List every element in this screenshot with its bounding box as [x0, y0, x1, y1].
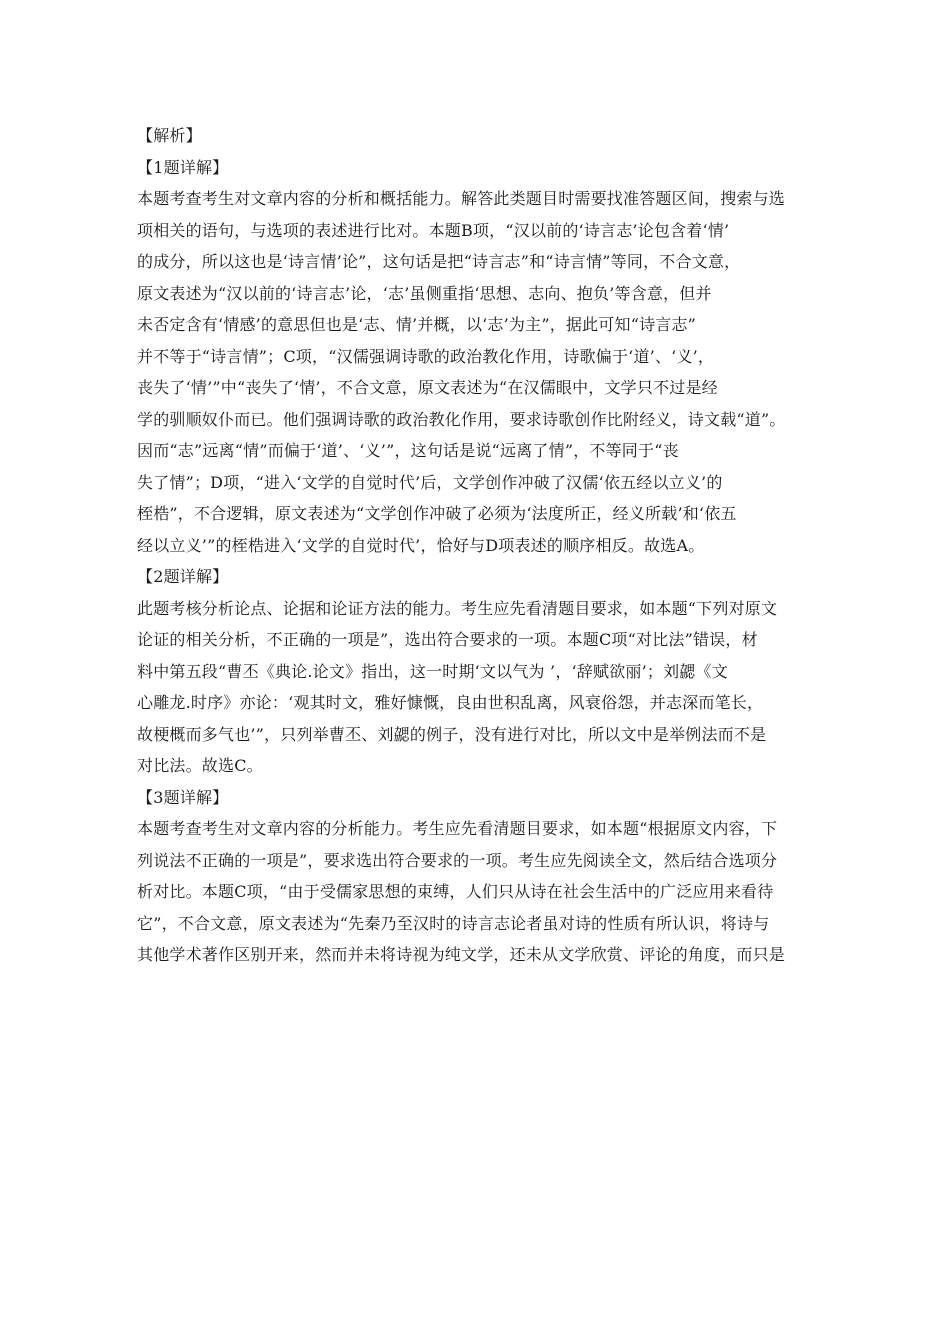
paragraph-line: 论证的相关分析，不正确的一项是”，选出符合要求的一项。本题C项“对比法”错误，材	[137, 630, 758, 649]
paragraph-line: 失了情”；D项，“进入‘文学的自觉时代’后，文学创作冲破了汉儒‘依五经以立义’的	[137, 472, 723, 492]
question-1-heading: 【1题详解】	[137, 157, 229, 177]
document-body	[137, 120, 827, 971]
paragraph-line: 料中第五段“曹丕《典论.论文》指出，这一时期‘文以气为 ’，‘辞赋欲丽’；刘勰《文	[137, 661, 728, 681]
paragraph-line: 因而“志”远离“情”而偏于‘道’、‘义’”，这句话是说“远离了情”，不等同于“丧	[137, 441, 679, 460]
section-heading-analysis: 【解析】	[137, 126, 202, 145]
question-2-heading: 【2题详解】	[137, 567, 229, 586]
paragraph-line: 学的驯顺奴仆而已。他们强调诗歌的政治教化作用，要求诗歌创作比附经义，诗文载“道”。	[137, 409, 786, 429]
paragraph-line: 列说法不正确的一项是”，要求选出符合要求的一项。考生应先阅读全文，然后结合选项分	[137, 850, 778, 870]
paragraph-line: 未否定含有‘情感’的意思但也是‘志、情’并概，以‘志’为主”，据此可知“诗言志”	[137, 315, 697, 334]
paragraph-line: 经以立义’”的桎梏进入‘文学的自觉时代’，恰好与D项表述的顺序相反。故选A。	[137, 535, 705, 555]
paragraph-line: 丧失了‘情’”中“丧失了‘情’，不合文意，原文表述为“在汉儒眼中，文学只不过是经	[137, 378, 718, 397]
paragraph-line: 故梗概而多气也’”，只列举曹丕、刘勰的例子，没有进行对比，所以文中是举例法而不是	[137, 724, 767, 744]
paragraph-line: 对比法。故选C。	[137, 756, 263, 775]
paragraph-line: 心雕龙.时序》亦论：‘观其时文，雅好慷慨，良由世积乱离，风衰俗怨，并志深而笔长，	[137, 693, 764, 712]
paragraph-line: 本题考查考生对文章内容的分析和概括能力。解答此类题目时需要找准答题区间，搜索与选	[137, 189, 786, 208]
paragraph-line: 的成分，所以这也是‘诗言情’论”，这句话是把“诗言志”和“诗言情”等同，不合文意，	[137, 252, 741, 271]
paragraph-line: 析对比。本题C项，“由于受儒家思想的束缚，人们只从诗在社会生活中的广泛应用来看待	[137, 882, 774, 901]
paragraph-line: 原文表述为“汉以前的‘诗言志’论，‘志’虽侧重指‘思想、志向、抱负’等含意，但并	[137, 283, 712, 303]
paragraph-line: 项相关的语句，与选项的表述进行比对。本题B项，“汉以前的‘诗言志’论包含着‘情’	[137, 220, 730, 240]
paragraph-line: 桎梏”，不合逻辑，原文表述为“文学创作冲破了必须为‘法度所正，经义所载’和‘依五	[137, 504, 737, 523]
paragraph-line: 其他学术著作区别开来，然而并未将诗视为纯文学，还未从文学欣赏、评论的角度，而只是	[137, 945, 786, 964]
paragraph-line: 它”，不合文意，原文表述为“先秦乃至汉时的诗言志论者虽对诗的性质有所认识，将诗与	[137, 913, 770, 933]
paragraph-line: 此题考核分析论点、论据和论证方法的能力。考生应先看清题目要求，如本题“下列对原文	[137, 598, 778, 618]
paragraph-line: 本题考查考生对文章内容的分析能力。考生应先看清题目要求，如本题“根据原文内容，下	[137, 819, 778, 838]
question-3-heading: 【3题详解】	[137, 787, 229, 807]
paragraph-line: 并不等于“诗言情”；C项，“汉儒强调诗歌的政治教化作用，诗歌偏于‘道’、‘义’，	[137, 346, 715, 366]
